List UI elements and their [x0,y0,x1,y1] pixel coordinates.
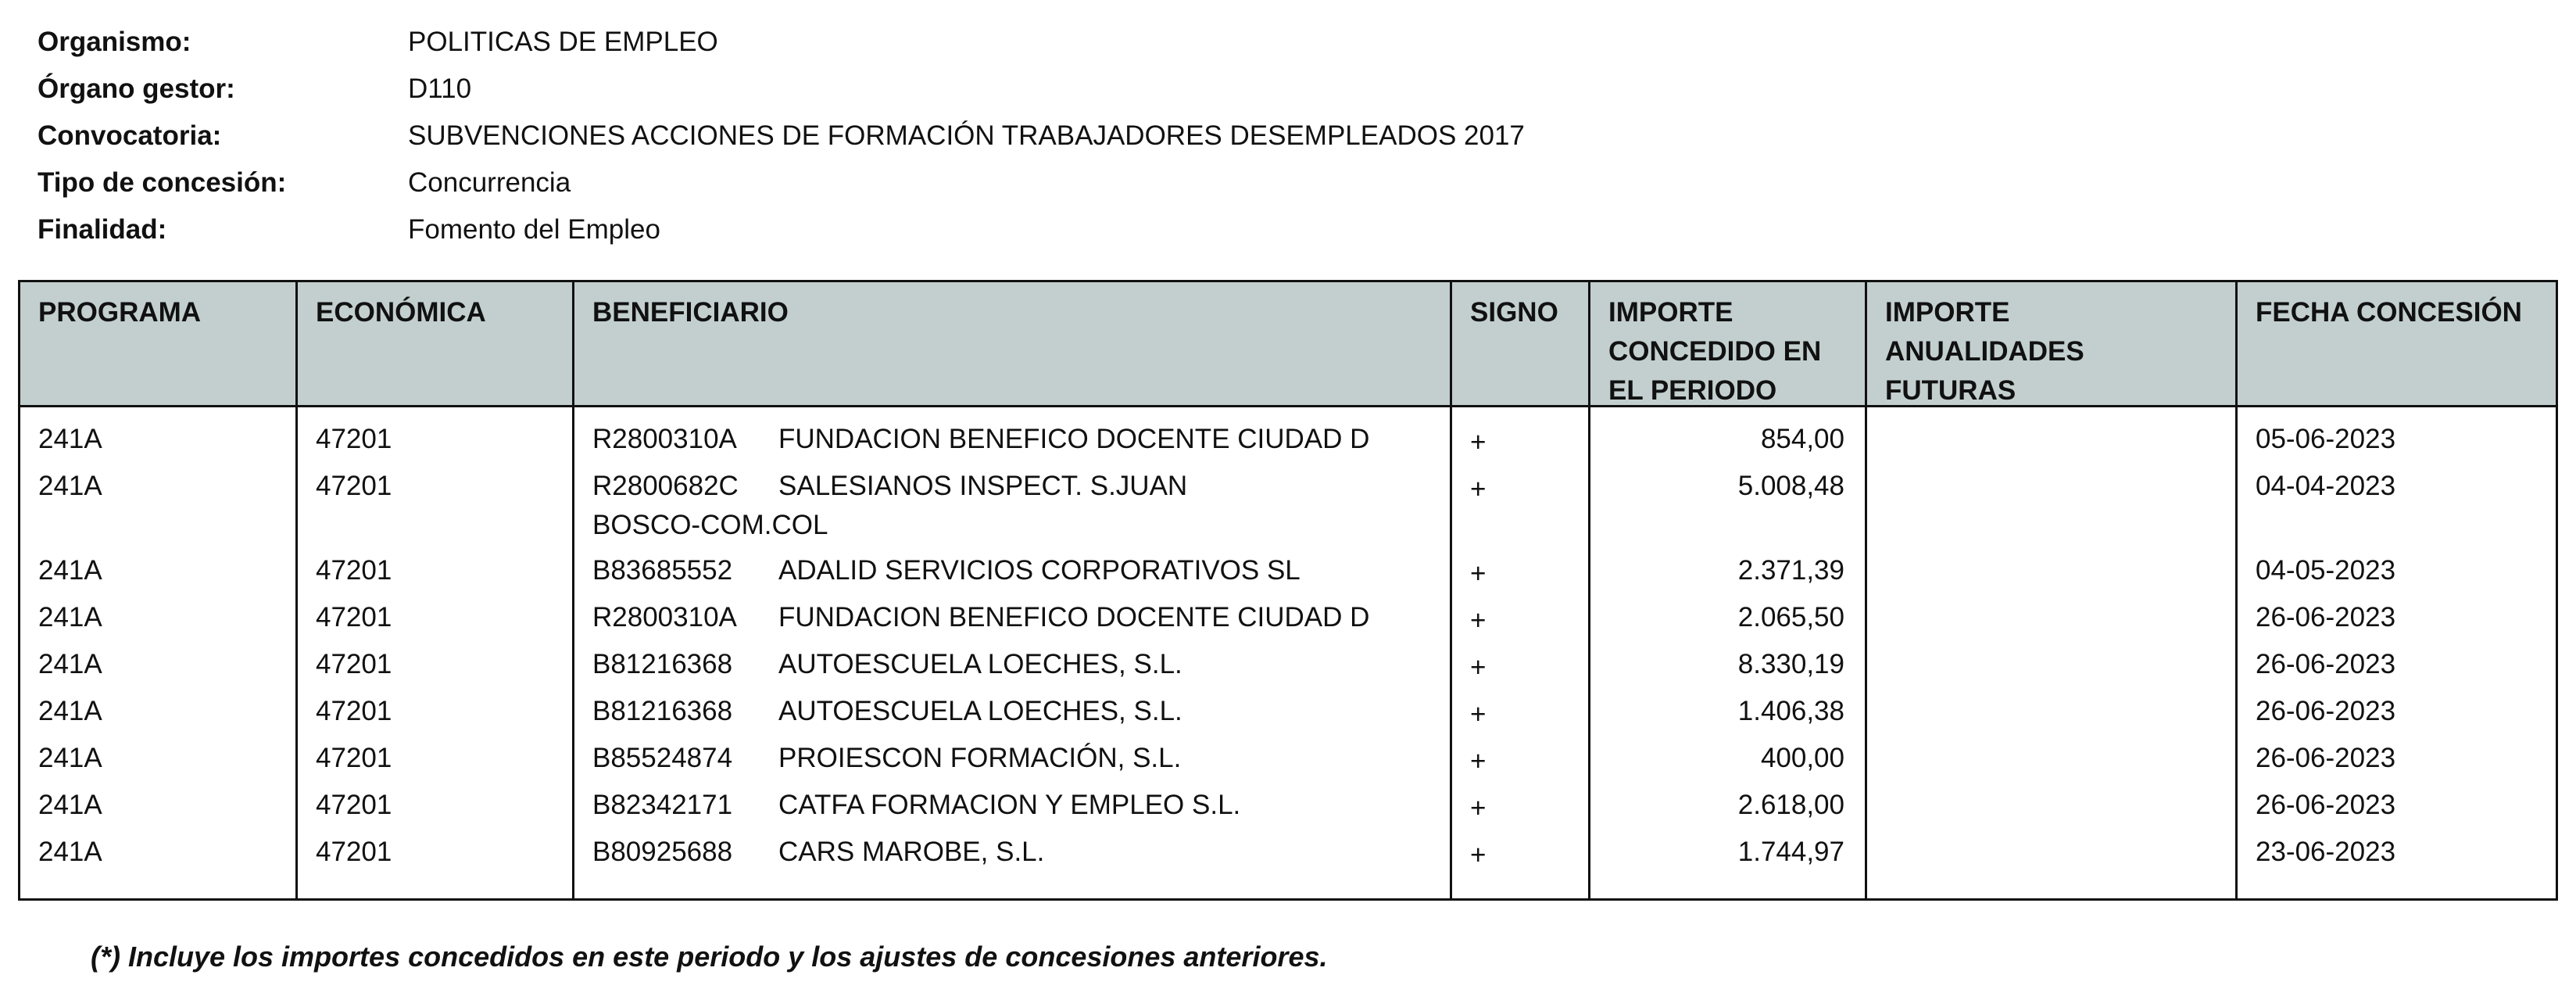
cell-beneficiario [592,645,1436,684]
meta-value: D110 [408,73,472,104]
cell-signo: + [1470,605,1487,636]
cell-fecha: 26-06-2023 [2256,743,2396,773]
meta-row-finalidad [38,206,1525,253]
meta-label: Órgano gestor: [38,73,235,104]
cell-fecha: 26-06-2023 [2256,696,2396,726]
column-divider [572,282,574,898]
header-importe-line: IMPORTE [1608,297,1733,328]
meta-row-convocatoria [38,113,1525,159]
header-importe-line: EL PERIODO [1608,375,1777,406]
beneficiary-nif: B80925688 [592,837,733,867]
cell-signo: + [1470,558,1487,589]
cell-beneficiario [592,739,1436,778]
cell-programa: 241A [38,602,102,633]
footnote: (*) Incluye los importes concedidos en este periodo y los ajustes de concesiones anteriores. [91,941,1328,973]
meta-row-organismo [38,19,1525,66]
cell-economica: 47201 [316,743,392,773]
meta-value: Concurrencia [408,167,571,198]
cell-signo: + [1470,840,1487,870]
meta-value: POLITICAS DE EMPLEO [408,27,718,57]
beneficiary-nif: B82342171 [592,790,733,820]
beneficiary-name: AUTOESCUELA LOECHES, S.L. [778,649,1182,679]
header-importe-line: CONCEDIDO EN [1608,336,1822,367]
beneficiary-name: CATFA FORMACION Y EMPLEO S.L. [778,790,1241,820]
cell-importe: 400,00 [1760,743,1844,773]
beneficiary-name: FUNDACION BENEFICO DOCENTE CIUDAD D [778,602,1370,633]
beneficiary-nif: R2800682C [592,471,739,501]
beneficiary-name: AUTOESCUELA LOECHES, S.L. [778,696,1182,726]
column-divider [295,282,298,898]
beneficiary-name: ADALID SERVICIOS CORPORATIVOS SL [778,555,1301,586]
cell-fecha: 26-06-2023 [2256,649,2396,679]
table-header [20,282,2556,407]
cell-economica: 47201 [316,696,392,726]
cell-programa: 241A [38,696,102,726]
cell-beneficiario [592,598,1436,637]
cell-importe: 2.371,39 [1737,555,1844,586]
cell-beneficiario [592,420,1436,459]
cell-programa: 241A [38,471,102,501]
column-divider [1588,282,1590,898]
cell-importe: 2.618,00 [1737,790,1844,820]
meta-label: Finalidad: [38,214,167,245]
cell-beneficiario [592,692,1436,731]
beneficiary-name: PROIESCON FORMACIÓN, S.L. [778,743,1182,773]
beneficiary-nif: B81216368 [592,649,733,679]
meta-row-tipo [38,159,1525,206]
meta-value: Fomento del Empleo [408,214,660,245]
cell-fecha: 05-06-2023 [2256,424,2396,454]
beneficiary-name: FUNDACION BENEFICO DOCENTE CIUDAD D [778,424,1370,454]
cell-importe: 1.744,97 [1737,837,1844,867]
cell-signo: + [1470,793,1487,823]
cell-programa: 241A [38,649,102,679]
cell-signo: + [1470,699,1487,729]
header-fecha: FECHA CONCESIÓN [2256,297,2522,328]
cell-beneficiario [592,551,1436,590]
cell-fecha: 23-06-2023 [2256,837,2396,867]
cell-fecha: 26-06-2023 [2256,790,2396,820]
metadata-block [38,19,1525,253]
cell-economica: 47201 [316,555,392,586]
cell-economica: 47201 [316,424,392,454]
cell-importe: 2.065,50 [1737,602,1844,633]
header-anualidades [1885,293,2084,410]
beneficiary-name-continued: BOSCO-COM.COL [592,510,828,540]
header-anualidades-line: IMPORTE [1885,297,2010,328]
cell-fecha: 04-04-2023 [2256,471,2396,501]
cell-programa: 241A [38,790,102,820]
cell-economica: 47201 [316,471,392,501]
header-anualidades-line: ANUALIDADES [1885,336,2084,367]
cell-importe: 5.008,48 [1737,471,1844,501]
cell-beneficiario [592,467,1436,545]
meta-label: Tipo de concesión: [38,167,287,198]
beneficiary-nif: B85524874 [592,743,733,773]
beneficiary-nif: R2800310A [592,424,737,454]
column-divider [1450,282,1452,898]
cell-programa: 241A [38,424,102,454]
meta-value: SUBVENCIONES ACCIONES DE FORMACIÓN TRABAJADORES DESEMPLEADOS 2017 [408,120,1525,151]
cell-programa: 241A [38,743,102,773]
header-programa: PROGRAMA [38,297,202,328]
cell-economica: 47201 [316,602,392,633]
beneficiary-nif: R2800310A [592,602,737,633]
column-divider [1865,282,1867,898]
column-divider [2235,282,2238,898]
cell-signo: + [1470,474,1487,504]
header-importe [1608,293,1821,410]
meta-row-organo [38,66,1525,113]
cell-beneficiario [592,833,1436,872]
cell-economica: 47201 [316,837,392,867]
header-signo: SIGNO [1470,297,1558,328]
cell-signo: + [1470,652,1487,683]
meta-label: Organismo: [38,27,191,57]
cell-programa: 241A [38,837,102,867]
header-economica: ECONÓMICA [316,297,486,328]
cell-fecha: 26-06-2023 [2256,602,2396,633]
cell-beneficiario [592,786,1436,825]
cell-importe: 854,00 [1760,424,1844,454]
cell-programa: 241A [38,555,102,586]
cell-fecha: 04-05-2023 [2256,555,2396,586]
beneficiary-name: SALESIANOS INSPECT. S.JUAN [778,471,1188,501]
header-anualidades-line: FUTURAS [1885,375,2016,406]
cell-importe: 8.330,19 [1737,649,1844,679]
beneficiary-name: CARS MAROBE, S.L. [778,837,1045,867]
header-beneficiario: BENEFICIARIO [592,297,789,328]
grants-table [18,280,2558,901]
beneficiary-nif: B81216368 [592,696,733,726]
meta-label: Convocatoria: [38,120,222,151]
cell-signo: + [1470,746,1487,776]
beneficiary-nif: B83685552 [592,555,733,586]
cell-importe: 1.406,38 [1737,696,1844,726]
cell-economica: 47201 [316,790,392,820]
cell-economica: 47201 [316,649,392,679]
cell-signo: + [1470,427,1487,457]
